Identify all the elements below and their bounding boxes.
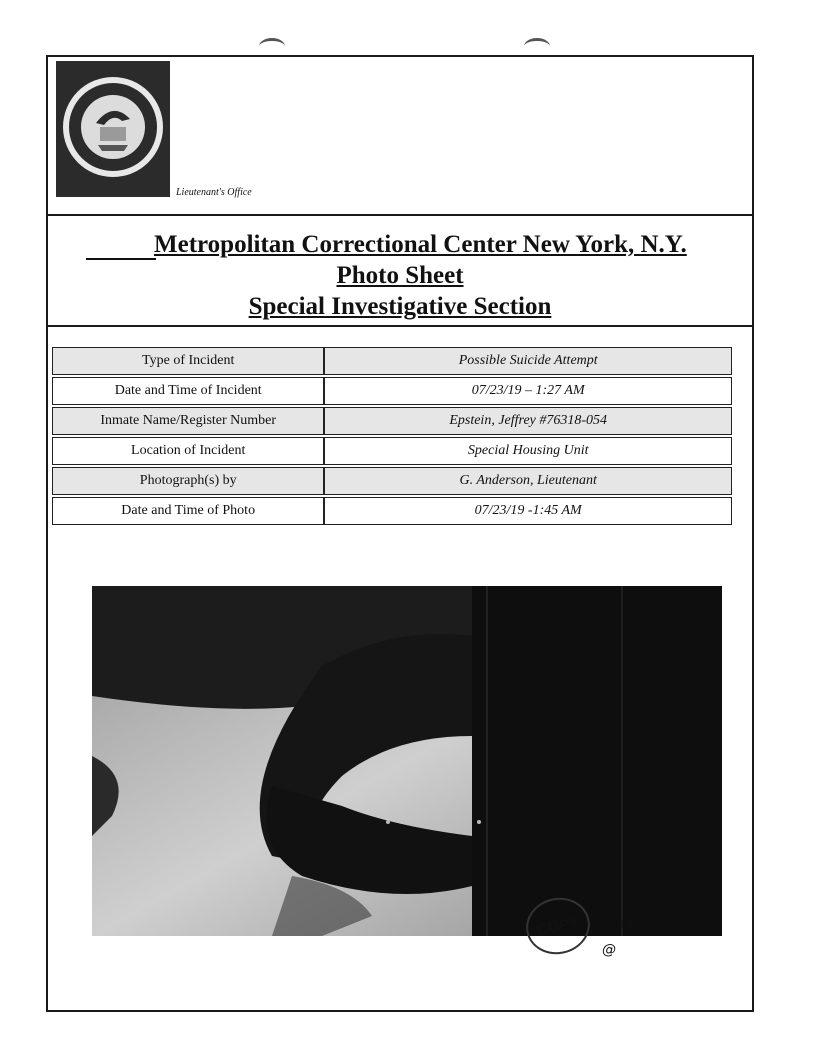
stamp-text: COPY bbox=[535, 913, 581, 939]
field-label: Type of Incident bbox=[52, 347, 324, 375]
field-value: 07/23/19 – 1:27 AM bbox=[324, 377, 732, 405]
table-row bbox=[52, 347, 732, 375]
facility-title: Metropolitan Correctional Center New York, N.Y. bbox=[154, 231, 687, 258]
incident-photo bbox=[92, 586, 722, 939]
punch-hole-right bbox=[524, 38, 550, 55]
header-section bbox=[48, 57, 752, 216]
handwritten-initial: @ bbox=[602, 942, 616, 958]
field-label: Inmate Name/Register Number bbox=[52, 407, 324, 435]
photo-sheet-page bbox=[46, 55, 754, 1012]
field-value: Epstein, Jeffrey #76318-054 bbox=[324, 407, 732, 435]
table-row bbox=[52, 467, 732, 495]
handwritten-date: 7-23-19 bbox=[589, 916, 634, 937]
incident-info-table bbox=[52, 345, 732, 527]
table-row bbox=[52, 497, 732, 525]
title-section bbox=[48, 214, 752, 327]
field-label: Photograph(s) by bbox=[52, 467, 324, 495]
field-value: G. Anderson, Lieutenant bbox=[324, 467, 732, 495]
sheet-title: Photo Sheet bbox=[336, 262, 464, 289]
doj-bop-seal-icon bbox=[56, 61, 170, 197]
table-row bbox=[52, 407, 732, 435]
field-label: Location of Incident bbox=[52, 437, 324, 465]
table-row bbox=[52, 437, 732, 465]
field-label: Date and Time of Incident bbox=[52, 377, 324, 405]
field-value: Possible Suicide Attempt bbox=[324, 347, 732, 375]
section-title: Special Investigative Section bbox=[248, 293, 552, 320]
office-label: Lieutenant's Office bbox=[176, 187, 252, 198]
field-value: 07/23/19 -1:45 AM bbox=[324, 497, 732, 525]
punch-hole-left bbox=[259, 38, 285, 55]
field-value: Special Housing Unit bbox=[324, 437, 732, 465]
table-row bbox=[52, 377, 732, 405]
field-label: Date and Time of Photo bbox=[52, 497, 324, 525]
